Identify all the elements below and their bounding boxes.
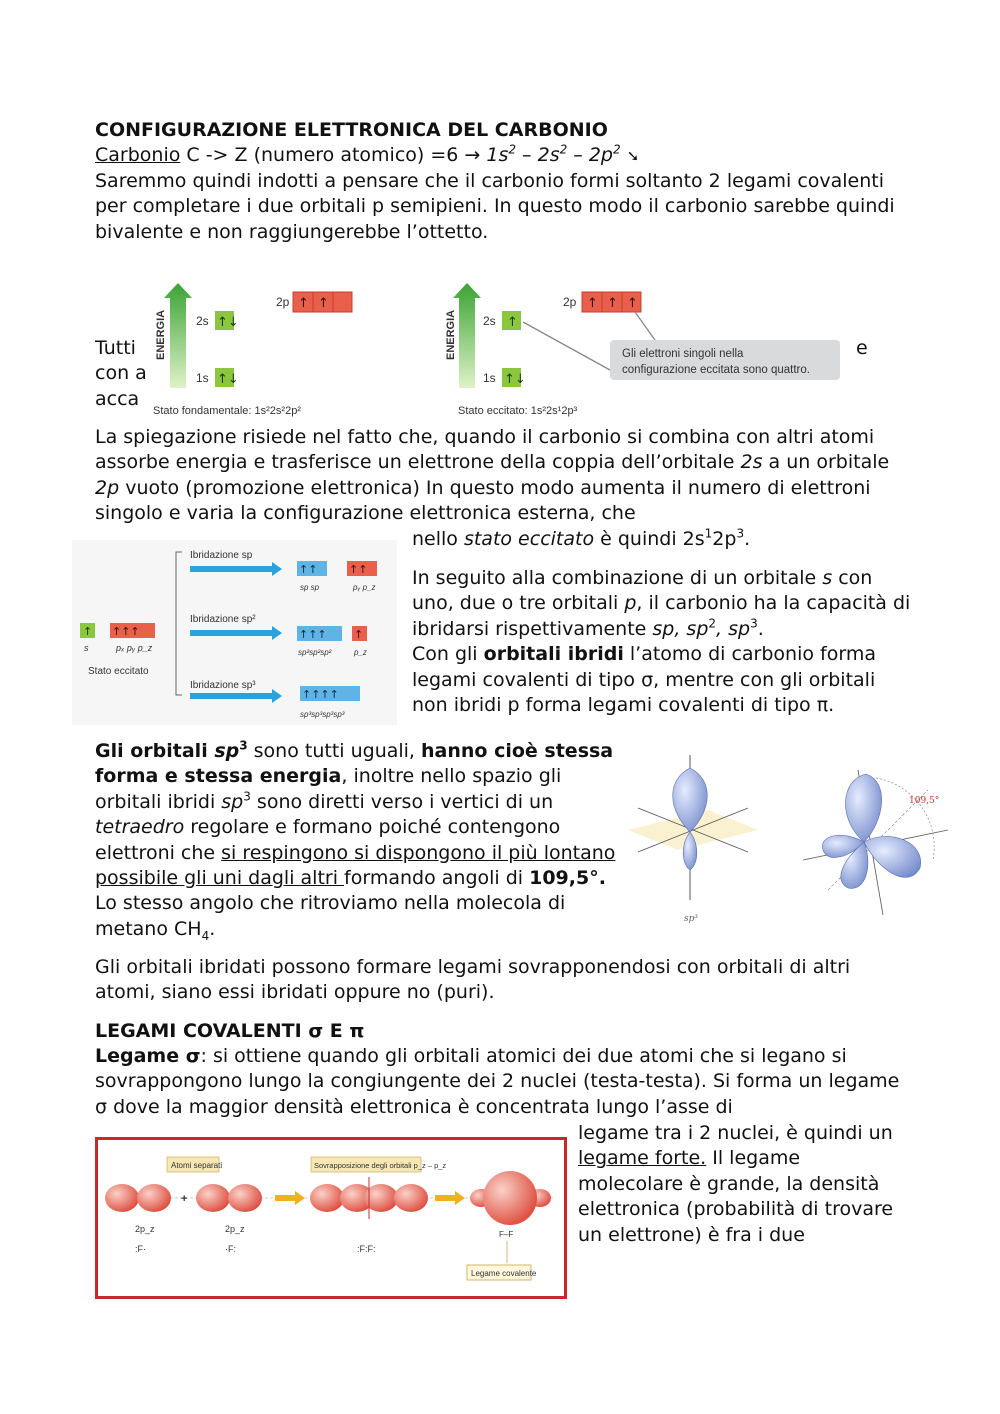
svg-text:↑↑↑↑: ↑↑↑↑ xyxy=(302,688,339,701)
svg-text::F:F:: :F:F: xyxy=(357,1244,376,1254)
orbital-2p-label: 2p xyxy=(276,295,290,309)
paragraph-promozione: La spiegazione risiede nel fatto che, quando il carbonio si combina con altri atomi assorbe energia e trasferisce un elettrone della coppia dell’orbitale 2s a un orbitale 2p vuoto (promozione elettronica) In questo modo aumenta il numero di elettroni singolo e varia la configurazione elettronica esterna, che xyxy=(95,426,890,525)
orbital-lobe xyxy=(137,1184,171,1212)
svg-text:2p_z: 2p_z xyxy=(135,1224,155,1234)
svg-text:Ibridazione sp³: Ibridazione sp³ xyxy=(190,680,256,691)
paragraph-ibridati: Gli orbitali ibridati possono formare legami sovrapponendosi con orbitali di altri atomi, siano essi ibridati oppure no (puri). xyxy=(95,956,851,1004)
electron-up-icon: ↑ xyxy=(507,315,518,330)
svg-text:Ibridazione sp: Ibridazione sp xyxy=(190,550,253,561)
energy-label: ENERGIA xyxy=(445,309,457,360)
svg-text:pₓ pᵧ p_z: pₓ pᵧ p_z xyxy=(116,643,153,653)
separated-atoms-label: Atomi separati xyxy=(171,1161,223,1170)
orbital-1s-label: 1s xyxy=(483,371,496,385)
angle-label: 109,5° xyxy=(909,796,940,806)
svg-text:pᵧ p_z: pᵧ p_z xyxy=(353,583,376,592)
excited-state-caption: Stato eccitato: 1s²2s¹2p³ xyxy=(458,405,578,417)
paragraph-bivalente: Saremmo quindi indotti a pensare che il carbonio formi soltanto 2 legami covalenti per completare i due orbitali p semipieni. In questo modo il carbonio sarebbe quindi bivalente e non raggiungerebbe l’ottetto. xyxy=(95,170,895,243)
hidden-text-fragment: con a xyxy=(95,362,147,384)
svg-text:↑↑: ↑↑ xyxy=(349,563,368,576)
svg-text:sp sp: sp sp xyxy=(300,583,320,592)
excited-state-label: Stato eccitato xyxy=(88,666,149,677)
paragraph-sp3: Gli orbitali $sp^3$ sono tutti uguali, hanno cioè stessa forma e stessa energia, inoltre nello spazio gli orbitali ibridi $sp^3$ sono diretti verso i vertici di un tetraedro regolare e formano poiché contengono elettroni che si respingono si dispongono il più lontano possibile gli uni dagli altri formando angoli di 109,5°. Lo stesso angolo che ritroviamo nella molecola di metano $CH_4$. xyxy=(95,738,616,943)
energy-level-figure xyxy=(140,278,855,423)
covalent-bond-label: Legame covalente xyxy=(471,1269,537,1278)
carbon-config-line: Carbonio C -> Z (numero atomico) $=6 \to 1s^2 - 2s^2 - 2p^2$ ➘ xyxy=(95,142,640,166)
svg-text:p_z: p_z xyxy=(354,648,367,657)
orbital-lobe xyxy=(864,836,921,877)
svg-text::F·: :F· xyxy=(135,1244,146,1254)
electron-up-icon: ↑ xyxy=(587,296,598,311)
sp3-label: sp³ xyxy=(684,914,698,924)
orbital-2s-label: 2s xyxy=(483,314,496,328)
hybridization-figure xyxy=(72,540,397,725)
svg-text:sp³sp³sp³sp³: sp³sp³sp³sp³ xyxy=(300,710,345,719)
electron-pair-icon: ↑↓ xyxy=(504,372,526,387)
page-title: CONFIGURAZIONE ELETTRONICA DEL CARBONIO xyxy=(95,119,608,141)
svg-text:2p_z: 2p_z xyxy=(225,1224,245,1234)
paragraph-legame-sigma: Legame σ: si ottiene quando gli orbitali atomici dei due atomi che si legano si sovrappongono lungo la congiungente dei 2 nuclei (testa-testa). Si forma un legame σ dove la maggior densità elettronica è concentrata lungo l’asse di xyxy=(95,1045,900,1118)
paragraph-promozione-end: nello stato eccitato è quindi $2s^12p^3$. xyxy=(412,526,751,550)
svg-text:s: s xyxy=(84,643,89,653)
orbital-lobe xyxy=(310,1184,344,1212)
carbonio-link: Carbonio xyxy=(95,144,181,166)
section-heading-legami: LEGAMI COVALENTI σ E π xyxy=(95,1020,365,1042)
orbital-lobe xyxy=(394,1184,428,1212)
energy-label: ENERGIA xyxy=(155,309,167,360)
orbital-2s-label: 2s xyxy=(196,314,209,328)
orbital-2p-label: 2p xyxy=(563,295,577,309)
callout-text: Gli elettroni singoli nella xyxy=(622,348,744,360)
orbital-lobe xyxy=(845,774,881,842)
hidden-text-fragment: Tutti xyxy=(95,337,136,359)
svg-text:sp²sp²sp²: sp²sp²sp² xyxy=(298,648,332,657)
hidden-text-fragment: e xyxy=(856,337,868,359)
orbital-lobe xyxy=(105,1184,139,1212)
bond-electron-cloud xyxy=(483,1171,537,1225)
overlap-label: Sovrapposizione degli orbitali p_z – p_z xyxy=(314,1161,447,1170)
electron-pair-icon: ↑↓ xyxy=(217,315,239,330)
ground-state-caption: Stato fondamentale: 1s²2s²2p² xyxy=(153,405,301,417)
sp3-orbital-figure xyxy=(628,750,948,930)
electron-up-icon: ↑ xyxy=(627,296,638,311)
electron-up-icon: ↑ xyxy=(298,296,309,311)
svg-text:↑↑: ↑↑ xyxy=(299,563,318,576)
orbital-lobe xyxy=(228,1184,262,1212)
svg-text:+: + xyxy=(181,1193,188,1205)
callout-text: configurazione eccitata sono quattro. xyxy=(622,364,810,376)
svg-text:↑: ↑ xyxy=(354,628,364,641)
svg-text:Ibridazione sp²: Ibridazione sp² xyxy=(190,614,256,625)
svg-text:↑↑↑: ↑↑↑ xyxy=(112,625,140,638)
electron-up-icon: ↑ xyxy=(607,296,618,311)
orbital-lobe xyxy=(196,1184,230,1212)
svg-text:F–F: F–F xyxy=(499,1230,514,1239)
hidden-text-fragment: acca xyxy=(95,388,140,410)
svg-text:↑: ↑ xyxy=(83,625,93,638)
paragraph-legame-sigma-end: legame tra i 2 nuclei, è quindi un legame forte. Il legame molecolare è grande, la densità elettronica (probabilità di trovare un elettrone) è fra i due xyxy=(578,1122,894,1246)
orbital-1s-label: 1s xyxy=(196,371,209,385)
paragraph-ibridazione: In seguito alla combinazione di un orbitale s con uno, due o tre orbitali p, il carbonio ha la capacità di ibridarsi rispettivamente sp, $sp^2$, $sp^3$. Con gli orbitali ibridi l’atomo di carbonio forma legami covalenti di tipo σ, mentre con gli orbitali non ibridi p forma legami covalenti di tipo π. xyxy=(412,567,911,717)
arrow-icon: → xyxy=(464,144,481,166)
svg-text:↑↑↑: ↑↑↑ xyxy=(299,628,327,641)
svg-text:·F:: ·F: xyxy=(225,1244,236,1254)
electron-pair-icon: ↑↓ xyxy=(217,372,239,387)
electron-up-icon: ↑ xyxy=(318,296,329,311)
sigma-bond-figure xyxy=(95,1137,567,1299)
pencil-arrow-icon: ➘ xyxy=(626,147,640,165)
